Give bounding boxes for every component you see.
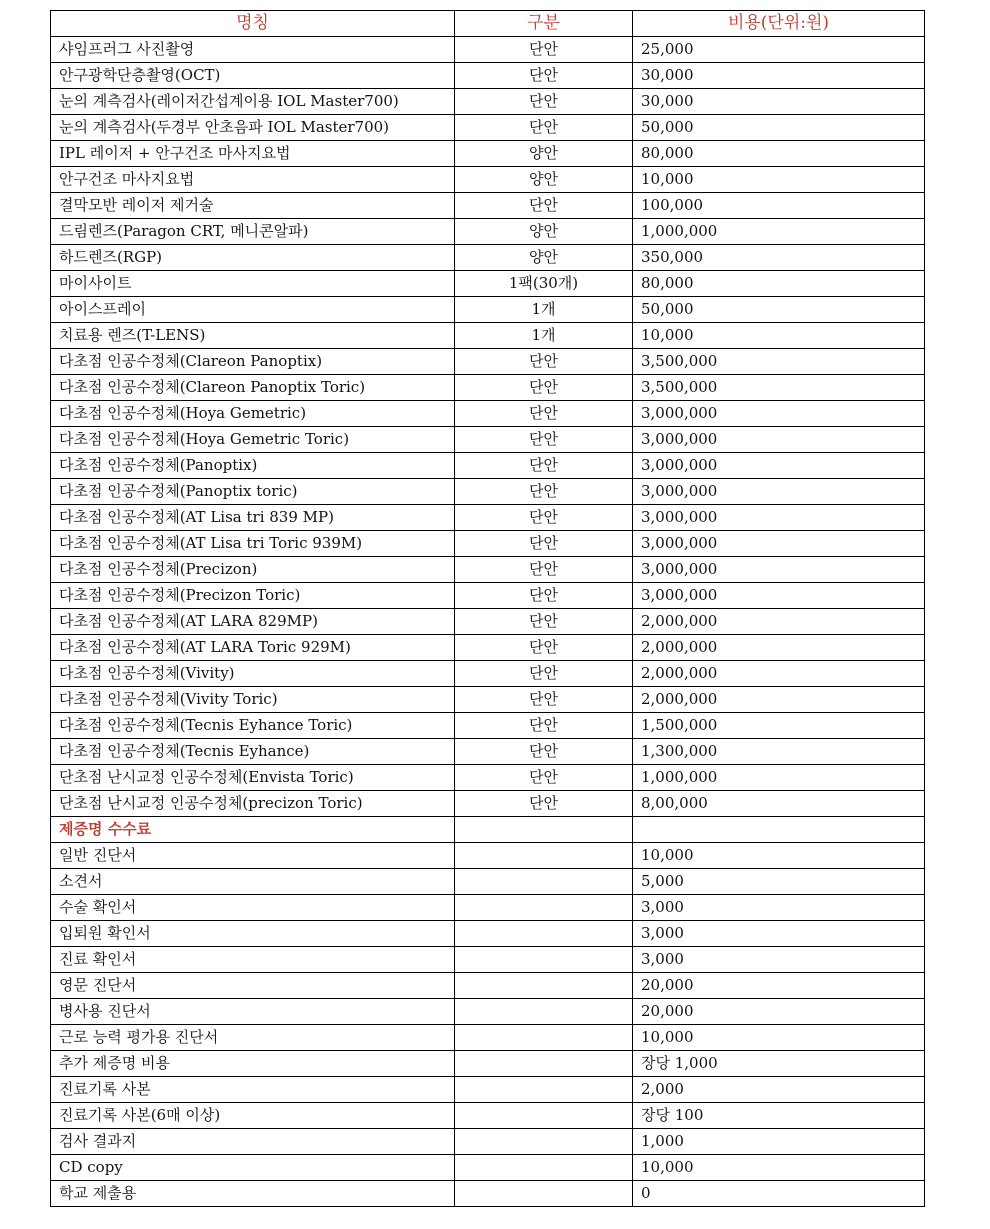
certificate-cost: 1,000 (633, 1129, 925, 1155)
item-name: 다초점 인공수정체(Vivity) (51, 661, 455, 687)
item-type: 1개 (455, 323, 633, 349)
item-type: 단안 (455, 687, 633, 713)
header-row (51, 11, 925, 37)
table-row (51, 375, 925, 401)
certificate-cost: 3,000 (633, 895, 925, 921)
table-row (51, 271, 925, 297)
item-name: 샤임프러그 사진촬영 (51, 37, 455, 63)
certificate-name: 검사 결과지 (51, 1129, 455, 1155)
table-row (51, 193, 925, 219)
item-name: 다초점 인공수정체(AT Lisa tri Toric 939M) (51, 531, 455, 557)
item-type: 단안 (455, 791, 633, 817)
item-cost: 80,000 (633, 141, 925, 167)
certificate-type-empty (455, 895, 633, 921)
certificate-name: 수술 확인서 (51, 895, 455, 921)
item-name: 다초점 인공수정체(Precizon) (51, 557, 455, 583)
item-type: 1개 (455, 297, 633, 323)
certificate-row (51, 1051, 925, 1077)
item-name: 아이스프레이 (51, 297, 455, 323)
table-row (51, 687, 925, 713)
certificate-type-empty (455, 947, 633, 973)
item-name: 치료용 렌즈(T-LENS) (51, 323, 455, 349)
table-row (51, 557, 925, 583)
item-name: 다초점 인공수정체(Panoptix toric) (51, 479, 455, 505)
item-name: 다초점 인공수정체(AT LARA 829MP) (51, 609, 455, 635)
item-cost: 3,000,000 (633, 453, 925, 479)
item-type: 단안 (455, 349, 633, 375)
certificate-name: 진료기록 사본 (51, 1077, 455, 1103)
item-cost: 2,000,000 (633, 687, 925, 713)
header-type: 구분 (455, 11, 633, 37)
item-type: 단안 (455, 89, 633, 115)
item-type: 양안 (455, 219, 633, 245)
certificate-row (51, 947, 925, 973)
certificate-name: 병사용 진단서 (51, 999, 455, 1025)
table-row (51, 401, 925, 427)
certificate-row (51, 1103, 925, 1129)
certificate-name: 학교 제출용 (51, 1181, 455, 1207)
certificate-row (51, 869, 925, 895)
certificate-cost: 장당 100 (633, 1103, 925, 1129)
section-row (51, 817, 925, 843)
item-name: 결막모반 레이저 제거술 (51, 193, 455, 219)
item-type: 단안 (455, 427, 633, 453)
item-type: 단안 (455, 583, 633, 609)
certificate-name: 일반 진단서 (51, 843, 455, 869)
item-name: IPL 레이저 + 안구건조 마사지요법 (51, 141, 455, 167)
item-name: 다초점 인공수정체(Hoya Gemetric Toric) (51, 427, 455, 453)
certificate-type-empty (455, 869, 633, 895)
certificate-type-empty (455, 1025, 633, 1051)
table-row (51, 505, 925, 531)
table-row (51, 531, 925, 557)
item-name: 단초점 난시교정 인공수정체(Envista Toric) (51, 765, 455, 791)
item-cost: 3,000,000 (633, 583, 925, 609)
item-cost: 50,000 (633, 297, 925, 323)
item-name: 다초점 인공수정체(Vivity Toric) (51, 687, 455, 713)
item-cost: 3,000,000 (633, 401, 925, 427)
certificate-type-empty (455, 999, 633, 1025)
certificate-name: 근로 능력 평가용 진단서 (51, 1025, 455, 1051)
certificate-type-empty (455, 843, 633, 869)
table-row (51, 479, 925, 505)
table-row (51, 297, 925, 323)
header-cost: 비용(단위:원) (633, 11, 925, 37)
item-cost: 100,000 (633, 193, 925, 219)
certificate-cost: 2,000 (633, 1077, 925, 1103)
item-name: 눈의 계측검사(레이저간섭계이용 IOL Master700) (51, 89, 455, 115)
table-row (51, 609, 925, 635)
certificate-type-empty (455, 1077, 633, 1103)
item-cost: 350,000 (633, 245, 925, 271)
certificate-type-empty (455, 1103, 633, 1129)
item-type: 단안 (455, 635, 633, 661)
item-name: 안구건조 마사지요법 (51, 167, 455, 193)
certificate-name: 추가 제증명 비용 (51, 1051, 455, 1077)
item-name: 마이사이트 (51, 271, 455, 297)
certificate-row (51, 1129, 925, 1155)
certificate-cost: 10,000 (633, 1025, 925, 1051)
item-cost: 2,000,000 (633, 661, 925, 687)
table-row (51, 245, 925, 271)
item-type: 단안 (455, 505, 633, 531)
certificate-cost: 5,000 (633, 869, 925, 895)
item-cost: 30,000 (633, 63, 925, 89)
item-type: 단안 (455, 479, 633, 505)
item-type: 단안 (455, 713, 633, 739)
table-row (51, 115, 925, 141)
item-type: 단안 (455, 375, 633, 401)
item-cost: 25,000 (633, 37, 925, 63)
item-name: 다초점 인공수정체(AT Lisa tri 839 MP) (51, 505, 455, 531)
item-type: 단안 (455, 63, 633, 89)
certificate-row (51, 921, 925, 947)
certificate-type-empty (455, 1129, 633, 1155)
item-cost: 3,500,000 (633, 349, 925, 375)
certificate-name: 입퇴원 확인서 (51, 921, 455, 947)
item-name: 다초점 인공수정체(Tecnis Eyhance) (51, 739, 455, 765)
item-name: 하드렌즈(RGP) (51, 245, 455, 271)
item-name: 다초점 인공수정체(AT LARA Toric 929M) (51, 635, 455, 661)
item-type: 양안 (455, 167, 633, 193)
certificate-row (51, 973, 925, 999)
item-type: 양안 (455, 245, 633, 271)
certificate-cost: 장당 1,000 (633, 1051, 925, 1077)
table-row (51, 167, 925, 193)
item-type: 단안 (455, 609, 633, 635)
item-name: 다초점 인공수정체(Panoptix) (51, 453, 455, 479)
item-cost: 3,000,000 (633, 427, 925, 453)
item-cost: 50,000 (633, 115, 925, 141)
item-cost: 8,00,000 (633, 791, 925, 817)
certificate-cost: 10,000 (633, 1155, 925, 1181)
item-type: 단안 (455, 531, 633, 557)
item-cost: 10,000 (633, 323, 925, 349)
certificate-name: 진료기록 사본(6매 이상) (51, 1103, 455, 1129)
item-cost: 1,000,000 (633, 765, 925, 791)
item-cost: 3,000,000 (633, 505, 925, 531)
section-type-empty (455, 817, 633, 843)
table-row (51, 89, 925, 115)
section-title: 제증명 수수료 (51, 817, 455, 843)
item-type: 단안 (455, 661, 633, 687)
certificate-row (51, 1155, 925, 1181)
item-cost: 3,500,000 (633, 375, 925, 401)
certificate-row (51, 895, 925, 921)
item-name: 다초점 인공수정체(Hoya Gemetric) (51, 401, 455, 427)
item-cost: 30,000 (633, 89, 925, 115)
item-name: 다초점 인공수정체(Clareon Panoptix) (51, 349, 455, 375)
table-row (51, 713, 925, 739)
certificate-name: 소견서 (51, 869, 455, 895)
table-row (51, 661, 925, 687)
fee-table (50, 10, 925, 1207)
item-cost: 3,000,000 (633, 531, 925, 557)
header-name: 명칭 (51, 11, 455, 37)
certificate-type-empty (455, 921, 633, 947)
certificate-row (51, 999, 925, 1025)
item-cost: 1,000,000 (633, 219, 925, 245)
item-name: 드림렌즈(Paragon CRT, 메니콘알파) (51, 219, 455, 245)
fee-table-header (51, 11, 925, 37)
item-type: 단안 (455, 739, 633, 765)
table-row (51, 37, 925, 63)
table-row (51, 765, 925, 791)
table-row (51, 427, 925, 453)
table-row (51, 635, 925, 661)
item-name: 눈의 계측검사(두경부 안초음파 IOL Master700) (51, 115, 455, 141)
certificate-type-empty (455, 973, 633, 999)
item-cost: 10,000 (633, 167, 925, 193)
item-cost: 3,000,000 (633, 479, 925, 505)
fee-table-body (51, 37, 925, 1207)
item-type: 단안 (455, 453, 633, 479)
table-row (51, 583, 925, 609)
certificate-cost: 3,000 (633, 921, 925, 947)
certificate-cost: 10,000 (633, 843, 925, 869)
item-cost: 1,500,000 (633, 713, 925, 739)
certificate-row (51, 1025, 925, 1051)
item-type: 양안 (455, 141, 633, 167)
item-type: 단안 (455, 193, 633, 219)
section-cost-empty (633, 817, 925, 843)
certificate-cost: 20,000 (633, 999, 925, 1025)
item-name: 안구광학단층촬영(OCT) (51, 63, 455, 89)
certificate-cost: 0 (633, 1181, 925, 1207)
table-row (51, 63, 925, 89)
table-row (51, 791, 925, 817)
item-name: 다초점 인공수정체(Precizon Toric) (51, 583, 455, 609)
item-name: 다초점 인공수정체(Tecnis Eyhance Toric) (51, 713, 455, 739)
item-type: 단안 (455, 557, 633, 583)
item-type: 단안 (455, 115, 633, 141)
table-row (51, 141, 925, 167)
fee-table-container (50, 10, 925, 1207)
item-cost: 1,300,000 (633, 739, 925, 765)
item-cost: 2,000,000 (633, 609, 925, 635)
item-type: 단안 (455, 765, 633, 791)
item-cost: 80,000 (633, 271, 925, 297)
certificate-row (51, 843, 925, 869)
table-row (51, 323, 925, 349)
table-row (51, 739, 925, 765)
certificate-row (51, 1077, 925, 1103)
item-name: 단초점 난시교정 인공수정체(precizon Toric) (51, 791, 455, 817)
item-type: 1팩(30개) (455, 271, 633, 297)
item-name: 다초점 인공수정체(Clareon Panoptix Toric) (51, 375, 455, 401)
table-row (51, 453, 925, 479)
certificate-name: CD copy (51, 1155, 455, 1181)
item-type: 단안 (455, 37, 633, 63)
certificate-row (51, 1181, 925, 1207)
certificate-type-empty (455, 1155, 633, 1181)
certificate-cost: 20,000 (633, 973, 925, 999)
item-cost: 2,000,000 (633, 635, 925, 661)
certificate-type-empty (455, 1051, 633, 1077)
certificate-name: 영문 진단서 (51, 973, 455, 999)
table-row (51, 349, 925, 375)
item-type: 단안 (455, 401, 633, 427)
item-cost: 3,000,000 (633, 557, 925, 583)
certificate-name: 진료 확인서 (51, 947, 455, 973)
certificate-cost: 3,000 (633, 947, 925, 973)
table-row (51, 219, 925, 245)
certificate-type-empty (455, 1181, 633, 1207)
